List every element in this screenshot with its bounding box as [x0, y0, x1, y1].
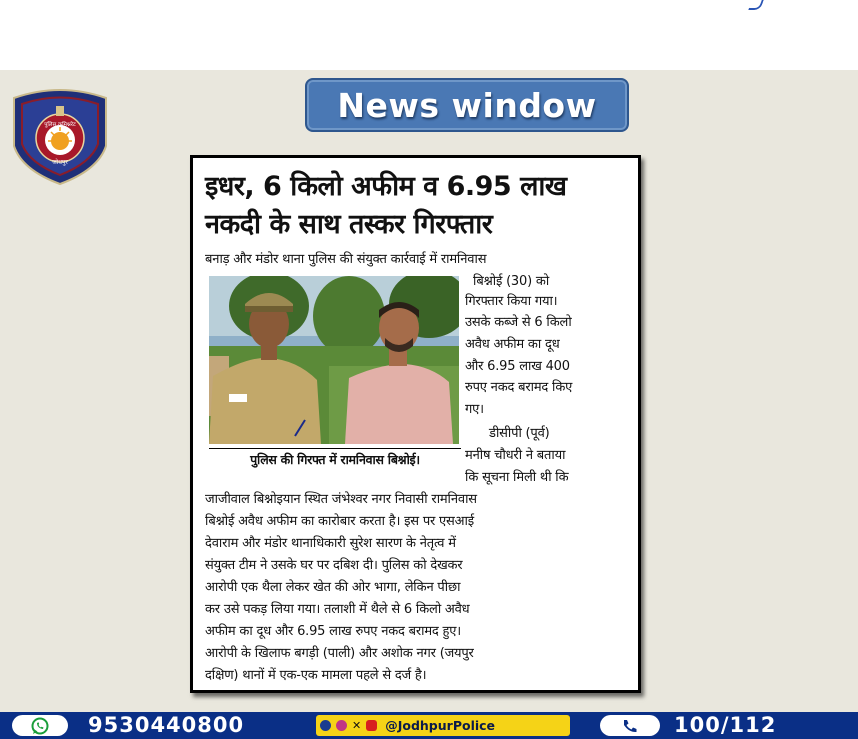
newspaper-clipping — [190, 155, 641, 693]
social-handle[interactable]: @JodhpurPolice — [385, 718, 496, 733]
whatsapp-number[interactable]: 9530440800 — [88, 713, 245, 737]
side-text-line: और 6.95 लाख 400 — [465, 359, 570, 374]
body-text-line: जाजीवाल बिश्नोइयान स्थित जंभेश्वर नगर निवासी रामनिवास — [205, 492, 477, 507]
side-text-line: गए। — [465, 402, 484, 417]
headline-line-2: नकदी के साथ तस्कर गिरफ्तार — [205, 209, 493, 240]
side-text-line: रुपए नकद बरामद किए — [465, 380, 573, 395]
side-text-line: बिश्नोई (30) को — [473, 274, 550, 289]
body-text-line: दक्षिण) थानों में एक-एक मामला पहले से दर्ज है। — [205, 668, 427, 683]
news-window-title-box — [305, 78, 629, 132]
news-window-title: News window — [337, 85, 597, 125]
side-text-line: मनीष चौधरी ने बताया — [465, 448, 566, 463]
top-whitespace — [0, 0, 858, 70]
body-text-line: बिश्नोई अवैध अफीम का कारोबार करता है। इस पर एसआई — [205, 514, 474, 529]
body-text-line: आरोपी के खिलाफ बगड़ी (पाली) और अशोक नगर (जयपुर — [205, 646, 474, 661]
side-text-line: गिरफ्तार किया गया। — [465, 294, 558, 309]
side-text-line: उसके कब्जे से 6 किलो — [465, 315, 572, 330]
instagram-icon[interactable] — [336, 720, 347, 731]
emergency-numbers[interactable]: 100/112 — [674, 713, 777, 737]
whatsapp-icon[interactable] — [12, 715, 68, 736]
badge-top-text: पुलिस कमिश्नरेट — [44, 122, 76, 128]
badge-bottom-text: जोधपुर — [52, 159, 68, 166]
x-icon[interactable]: ✕ — [352, 719, 362, 732]
arrest-photo — [209, 276, 459, 444]
headline-line-1: इधर, 6 किलो अफीम व 6.95 लाख — [205, 171, 567, 202]
side-text-line: कि सूचना मिली थी कि — [465, 470, 569, 485]
phone-icon[interactable] — [600, 715, 660, 736]
body-text-line: संयुक्त टीम ने उसके घर पर दबिश दी। पुलिस को देखकर — [205, 558, 463, 573]
body-text-line: आरोपी एक थैला लेकर खेत की ओर भागा, लेकिन पीछा — [205, 580, 461, 595]
intro-line: बनाड़ और मंडोर थाना पुलिस की संयुक्त कार्रवाई में रामनिवास — [205, 252, 487, 267]
photo-caption: पुलिस की गिरफ्त में रामनिवास बिश्नोई। — [209, 448, 461, 471]
body-text-line: कर उसे पकड़ लिया गया। तलाशी में थैले से 6 किलो अवैध — [205, 602, 470, 617]
social-media-strip[interactable] — [316, 715, 570, 736]
facebook-icon[interactable] — [320, 720, 331, 731]
side-text-line: डीसीपी (पूर्व) — [489, 426, 550, 441]
body-text-line: देवाराम और मंडोर थानाधिकारी सुरेश सारण के नेतृत्व में — [205, 536, 456, 551]
youtube-icon[interactable] — [366, 720, 377, 731]
police-commissionerate-badge-logo — [8, 84, 112, 186]
body-text-line: अफीम का दूध और 6.95 लाख रुपए नकद बरामद हुए। — [205, 624, 461, 639]
side-text-line: अवैध अफीम का दूध — [465, 337, 560, 352]
